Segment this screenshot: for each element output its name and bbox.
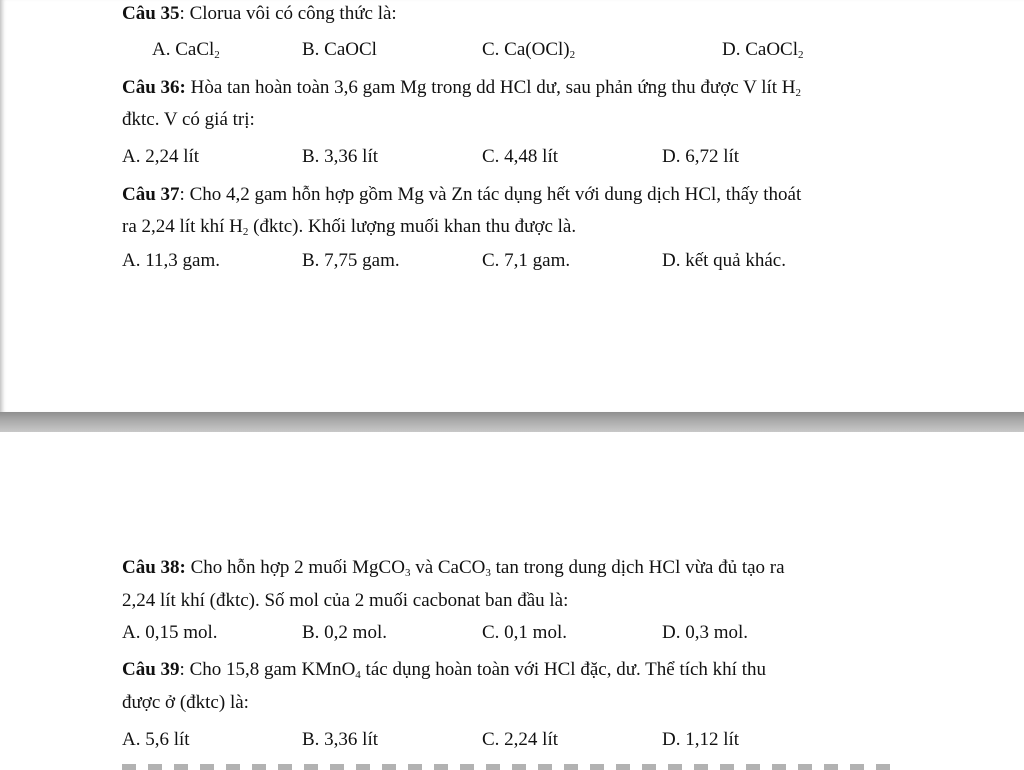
question-38: Câu 38: Cho hỗn hợp 2 muối MgCO$_3$ và CaCO$_3$ tan trong dung dịch HCl vừa đủ tạo ra: [122, 557, 785, 579]
question-38-label: Câu 38:: [122, 557, 186, 578]
q37-option-a: A. 11,3 gam.: [122, 250, 220, 271]
question-37: Câu 37: Cho 4,2 gam hỗn hợp gồm Mg và Zn tác dụng hết với dung dịch HCl, thấy thoát: [122, 184, 802, 205]
question-39: Câu 39: Cho 15,8 gam KMnO$_4$ tác dụng hoàn toàn với HCl đặc, dư. Thể tích khí thu: [122, 659, 766, 681]
question-39-label: Câu 39: [122, 659, 180, 680]
question-38-line-2: 2,24 lít khí (đktc). Số mol của 2 muối cacbonat ban đầu là:: [122, 590, 569, 611]
q39-option-b: B. 3,36 lít: [302, 729, 379, 750]
q39-option-a: A. 5,6 lít: [122, 729, 190, 750]
q35-option-c: C. $Ca(OCl)_2$: [482, 39, 576, 61]
q36-option-d: D. 6,72 lít: [662, 146, 740, 167]
q35-option-b: B. CaOCl: [302, 39, 377, 60]
q36-option-c: C. 4,48 lít: [482, 146, 559, 167]
q38-option-b: B. 0,2 mol.: [302, 622, 387, 643]
question-37-line-2: ra 2,24 lít khí $H_2$ (đktc). Khối lượng muối khan thu được là.: [122, 216, 577, 238]
question-36-line-2: đktc. V có giá trị:: [122, 109, 255, 130]
question-36-label: Câu 36:: [122, 77, 186, 98]
q36-option-a: A. 2,24 lít: [122, 146, 200, 167]
q37-option-c: C. 7,1 gam.: [482, 250, 571, 271]
q37-option-d: D. kết quả khác.: [662, 250, 786, 271]
q37-option-b: B. 7,75 gam.: [302, 250, 400, 271]
question-35: [122, 2, 397, 26]
question-35-label: Câu 35: [122, 3, 180, 24]
q38-option-a: A. 0,15 mol.: [122, 622, 218, 643]
question-36: Câu 36: Hòa tan hoàn toàn 3,6 gam Mg trong dd HCl dư, sau phản ứng thu được V lít $H_2$: [122, 77, 802, 99]
document-page-2: [0, 432, 1024, 770]
q35-option-a: A. CaCl$_2$: [152, 39, 220, 61]
q38-option-d: D. 0,3 mol.: [662, 622, 749, 643]
page-separator: [0, 412, 1024, 432]
q36-option-b: B. 3,36 lít: [302, 146, 379, 167]
q35-option-d: D. CaOCl$_2$: [722, 39, 804, 61]
q39-option-c: C. 2,24 lít: [482, 729, 559, 750]
cut-off-next-line: [122, 764, 892, 770]
question-37-label: Câu 37: [122, 184, 180, 205]
q38-option-c: C. 0,1 mol.: [482, 622, 567, 643]
question-35-text: : Clorua vôi có công thức là:: [179, 3, 397, 24]
q39-option-d: D. 1,12 lít: [662, 729, 740, 750]
question-39-line-2: được ở (đktc) là:: [122, 692, 249, 713]
